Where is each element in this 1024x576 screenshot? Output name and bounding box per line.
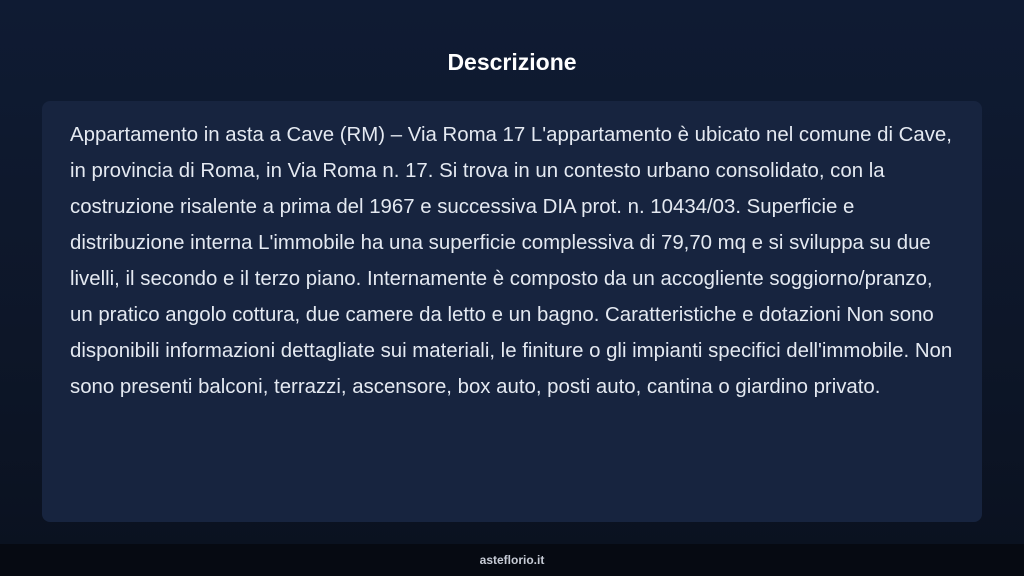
- description-card: [42, 101, 982, 522]
- description-text: Appartamento in asta a Cave (RM) – Via Roma 17 L'appartamento è ubicato nel comune di Cave, in provincia di Roma, in Via Roma n. 17. Si trova in un contesto urbano consolidato, con la costruzione risalente a prima del 1967 e successiva DIA prot. n. 10434/03. Superficie e distribuzione interna L'immobile ha una superficie complessiva di 79,70 mq e si sviluppa su due livelli, il secondo e il terzo piano. Internamente è composto da un accogliente soggiorno/pranzo, un pratico angolo cottura, due camere da letto e un bagno. Caratteristiche e dotazioni Non sono disponibili informazioni dettagliate sui materiali, le finiture o gli impianti specifici dell'immobile. Non sono presenti balconi, terrazzi, ascensore, box auto, posti auto, cantina o giardino privato.: [70, 124, 953, 398]
- footer: [0, 544, 1024, 576]
- page-title: Descrizione: [447, 49, 577, 75]
- footer-site-label: asteflorio.it: [479, 553, 545, 567]
